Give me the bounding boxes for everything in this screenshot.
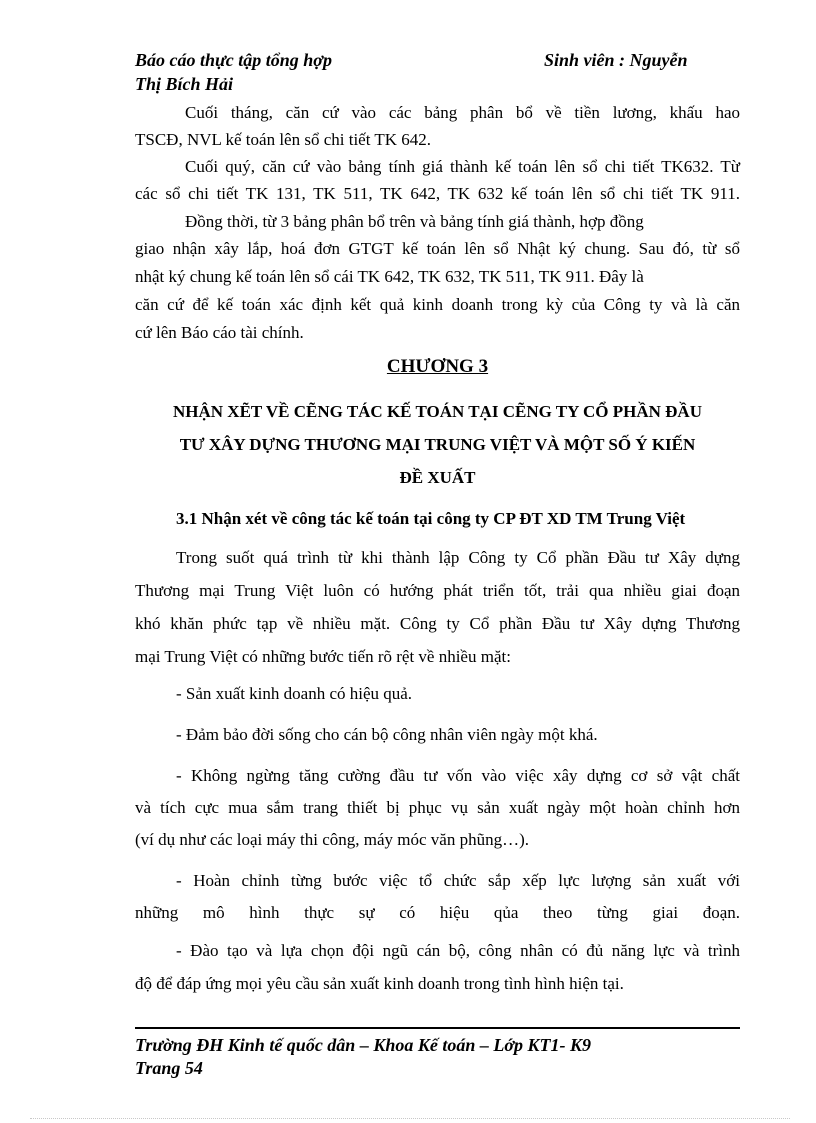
body-line: (ví dụ như các loại máy thi công, máy móc văn phũng…).	[135, 830, 529, 849]
body-line: Trong suốt quá trình từ khi thành lập Công ty Cổ phần Đầu tư Xây dựng	[176, 548, 740, 567]
bullet-item: - Đảm bảo đời sống cho cán bộ công nhân viên ngày một khá.	[176, 725, 598, 744]
chapter-title-line: NHẬN XẼT VỀ CẼNG TÁC KẾ TOÁN TẠI CẼNG TY CỔ PHẦN ĐẦU	[173, 402, 702, 421]
bullet-item: - Không ngừng tăng cường đầu tư vốn vào việc xây dựng cơ sở vật chất	[176, 766, 740, 785]
footer-school: Trường ĐH Kinh tế quốc dân – Khoa Kế toán – Lớp KT1- K9	[135, 1035, 591, 1055]
section-heading: 3.1 Nhận xét về công tác kế toán tại công ty CP ĐT XD TM Trung Việt	[176, 509, 686, 528]
header-student-label: Sinh viên : Nguyễn	[544, 50, 688, 70]
chapter-title-line: ĐỀ XUẤT	[399, 468, 476, 487]
chapter-title-line: TƯ XÂY DỰNG THƯƠNG MẠI TRUNG VIỆT VÀ MỘT SỐ Ý KIẾN	[179, 435, 696, 454]
intro-line: cứ lên Báo cáo tài chính.	[135, 323, 304, 342]
body-line: và tích cực mua sắm trang thiết bị phục vụ sản xuất ngày một hoàn chỉnh hơn	[135, 798, 740, 817]
body-line: những mô hình thực sự có hiệu qủa theo từng giai đoạn.	[135, 903, 740, 922]
intro-line: Cuối quý, căn cứ vào bảng tính giá thành kế toán lên sổ chi tiết TK632. Từ	[185, 157, 740, 176]
header-report-title: Báo cáo thực tập tổng hợp	[135, 50, 332, 70]
intro-line: Cuối tháng, căn cứ vào các bảng phân bổ về tiền lương, khấu hao	[185, 103, 740, 122]
intro-line: TSCĐ, NVL kế toán lên sổ chi tiết TK 642.	[135, 130, 432, 149]
intro-line: các sổ chi tiết TK 131, TK 511, TK 642, TK 632 kế toán lên sổ chi tiết TK 911.	[135, 184, 740, 203]
page-number: Trang 54	[135, 1058, 203, 1078]
chapter-label: CHƯƠNG 3	[386, 356, 489, 377]
chapter-heading	[135, 356, 740, 378]
body-line: độ để đáp ứng mọi yêu cầu sản xuất kinh doanh trong tình hình hiện tại.	[135, 974, 624, 993]
header-student-name: Thị Bích Hải	[135, 74, 234, 94]
body-line: khó khăn phức tạp về nhiều mặt. Công ty Cổ phần Đầu tư Xây dựng Thương	[135, 614, 740, 633]
page-bottom-separator	[30, 1118, 790, 1119]
bullet-item: - Hoàn chỉnh từng bước việc tổ chức sắp xếp lực lượng sản xuất với	[176, 871, 740, 890]
intro-line: giao nhận xây lắp, hoá đơn GTGT kế toán lên sổ Nhật ký chung. Sau đó, từ sổ	[135, 239, 740, 258]
body-line: mại Trung Việt có những bước tiến rõ rệt về nhiều mặt:	[135, 647, 511, 666]
bullet-item: - Sản xuất kinh doanh có hiệu quả.	[176, 684, 413, 703]
body-line: Thương mại Trung Việt luôn có hướng phát triển tốt, trải qua nhiều giai đoạn	[135, 581, 740, 600]
intro-line: căn cứ để kế toán xác định kết quả kinh doanh trong kỳ của Công ty và là căn	[135, 295, 740, 314]
footer-divider	[135, 1027, 740, 1029]
bullet-item: - Đào tạo và lựa chọn đội ngũ cán bộ, công nhân có đủ năng lực và trình	[176, 941, 740, 960]
intro-line: Đồng thời, từ 3 bảng phân bổ trên và bảng tính giá thành, hợp đồng	[185, 212, 644, 231]
intro-line: nhật ký chung kế toán lên sổ cái TK 642, TK 632, TK 511, TK 911. Đây là	[135, 267, 644, 286]
